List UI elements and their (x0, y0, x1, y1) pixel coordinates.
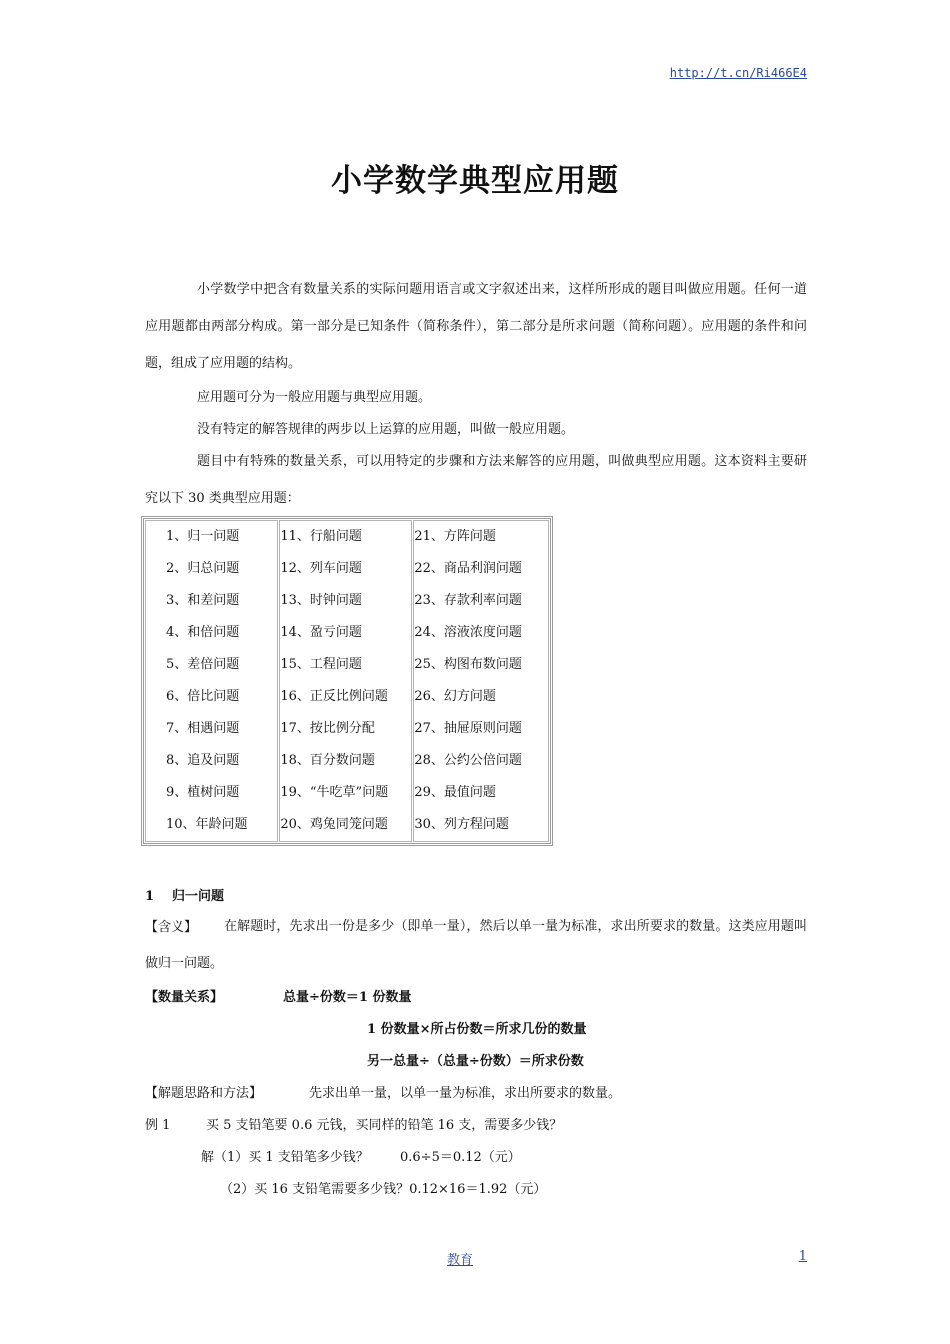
problem-type-item: 5、差倍问题 (166, 657, 240, 672)
section-title: 归一问题 (172, 889, 225, 904)
intro-paragraph-2: 应用题可分为一般应用题与典型应用题。 (197, 390, 432, 405)
relation-formula-1: 总量÷份数＝1 份数量 (283, 990, 412, 1005)
problem-type-item: 25、构图布数问题 (414, 657, 522, 672)
types-column-1 (145, 520, 278, 842)
relation-formula-3: 另一总量÷（总量÷份数）＝所求份数 (367, 1054, 584, 1069)
problem-type-item: 1、归一问题 (166, 529, 240, 544)
types-column-3 (413, 520, 549, 842)
meaning-label: 【含义】 (145, 920, 198, 935)
problem-type-item: 7、相遇问题 (166, 721, 240, 736)
problem-type-item: 10、年龄问题 (166, 817, 248, 832)
problem-type-item: 15、工程问题 (280, 657, 362, 672)
problem-type-item: 23、存款利率问题 (414, 593, 522, 608)
solution-step-1: 解（1）买 1 支铅笔多少钱？ (201, 1150, 369, 1165)
problem-type-item: 18、百分数问题 (280, 753, 375, 768)
problem-type-item: 13、时钟问题 (280, 593, 362, 608)
problem-type-item: 4、和倍问题 (166, 625, 240, 640)
header-link[interactable]: http://t.cn/Ri466E4 (669, 66, 807, 80)
problem-type-item: 2、归总问题 (166, 561, 240, 576)
section-number: 1 (145, 889, 155, 904)
problem-type-item: 12、列车问题 (280, 561, 362, 576)
section-heading (145, 885, 224, 904)
problem-type-item: 21、方阵问题 (414, 529, 496, 544)
problem-type-item: 28、公约公倍问题 (414, 753, 522, 768)
problem-type-item: 19、“牛吃草”问题 (280, 785, 389, 800)
problem-type-item: 3、和差问题 (166, 593, 240, 608)
method-label: 【解题思路和方法】 (145, 1086, 263, 1101)
solution-step-1-calc: 0.6÷5＝0.12（元） (400, 1150, 521, 1165)
problem-types-table (141, 516, 553, 846)
page-title: 小学数学典型应用题 (331, 163, 619, 199)
meaning-text: 在解题时，先求出一份是多少（即单一量），然后以单一量为标准，求出所要求的数量。这类应用题叫做归一问题。 (145, 919, 807, 971)
relation-formula-2: 1 份数量×所占份数＝所求几份的数量 (367, 1022, 587, 1037)
problem-type-item: 24、溶液浓度问题 (414, 625, 522, 640)
problem-type-item: 22、商品利润问题 (414, 561, 522, 576)
problem-type-item: 29、最值问题 (414, 785, 496, 800)
problem-type-item: 11、行船问题 (280, 529, 362, 544)
problem-type-item: 30、列方程问题 (414, 817, 509, 832)
page-number: 1 (798, 1249, 807, 1264)
problem-type-item: 16、正反比例问题 (280, 689, 388, 704)
solution-step-2: （2）买 16 支铅笔需要多少钱？0.12×16＝1.92（元） (220, 1182, 547, 1197)
problem-type-item: 8、追及问题 (166, 753, 240, 768)
problem-type-item: 17、按比例分配 (280, 721, 375, 736)
relation-label: 【数量关系】 (145, 990, 224, 1005)
intro-paragraph-4: 题目中有特殊的数量关系，可以用特定的步骤和方法来解答的应用题，叫做典型应用题。这本资料主要研究以下 30 类典型应用题： (145, 454, 807, 506)
intro-paragraph-3: 没有特定的解答规律的两步以上运算的应用题，叫做一般应用题。 (197, 422, 575, 437)
problem-type-item: 9、植树问题 (166, 785, 240, 800)
intro-paragraph-1: 小学数学中把含有数量关系的实际问题用语言或文字叙述出来，这样所形成的题目叫做应用题。任何一道应用题都由两部分构成。第一部分是已知条件（简称条件），第二部分是所求问题（简称问题）。应用题的条件和问题，组成了应用题的结构。 (145, 282, 807, 371)
problem-type-item: 27、抽屉原则问题 (414, 721, 522, 736)
footer-link[interactable]: 教育 (447, 1253, 474, 1268)
problem-type-item: 6、倍比问题 (166, 689, 240, 704)
problem-type-item: 20、鸡兔同笼问题 (280, 817, 388, 832)
problem-type-item: 26、幻方问题 (414, 689, 496, 704)
problem-type-item: 14、盈亏问题 (280, 625, 362, 640)
example-text: 买 5 支铅笔要 0.6 元钱，买同样的铅笔 16 支，需要多少钱？ (206, 1118, 563, 1133)
types-column-2 (279, 520, 412, 842)
method-text: 先求出单一量，以单一量为标准，求出所要求的数量。 (309, 1086, 622, 1101)
example-label: 例 1 (145, 1118, 171, 1133)
